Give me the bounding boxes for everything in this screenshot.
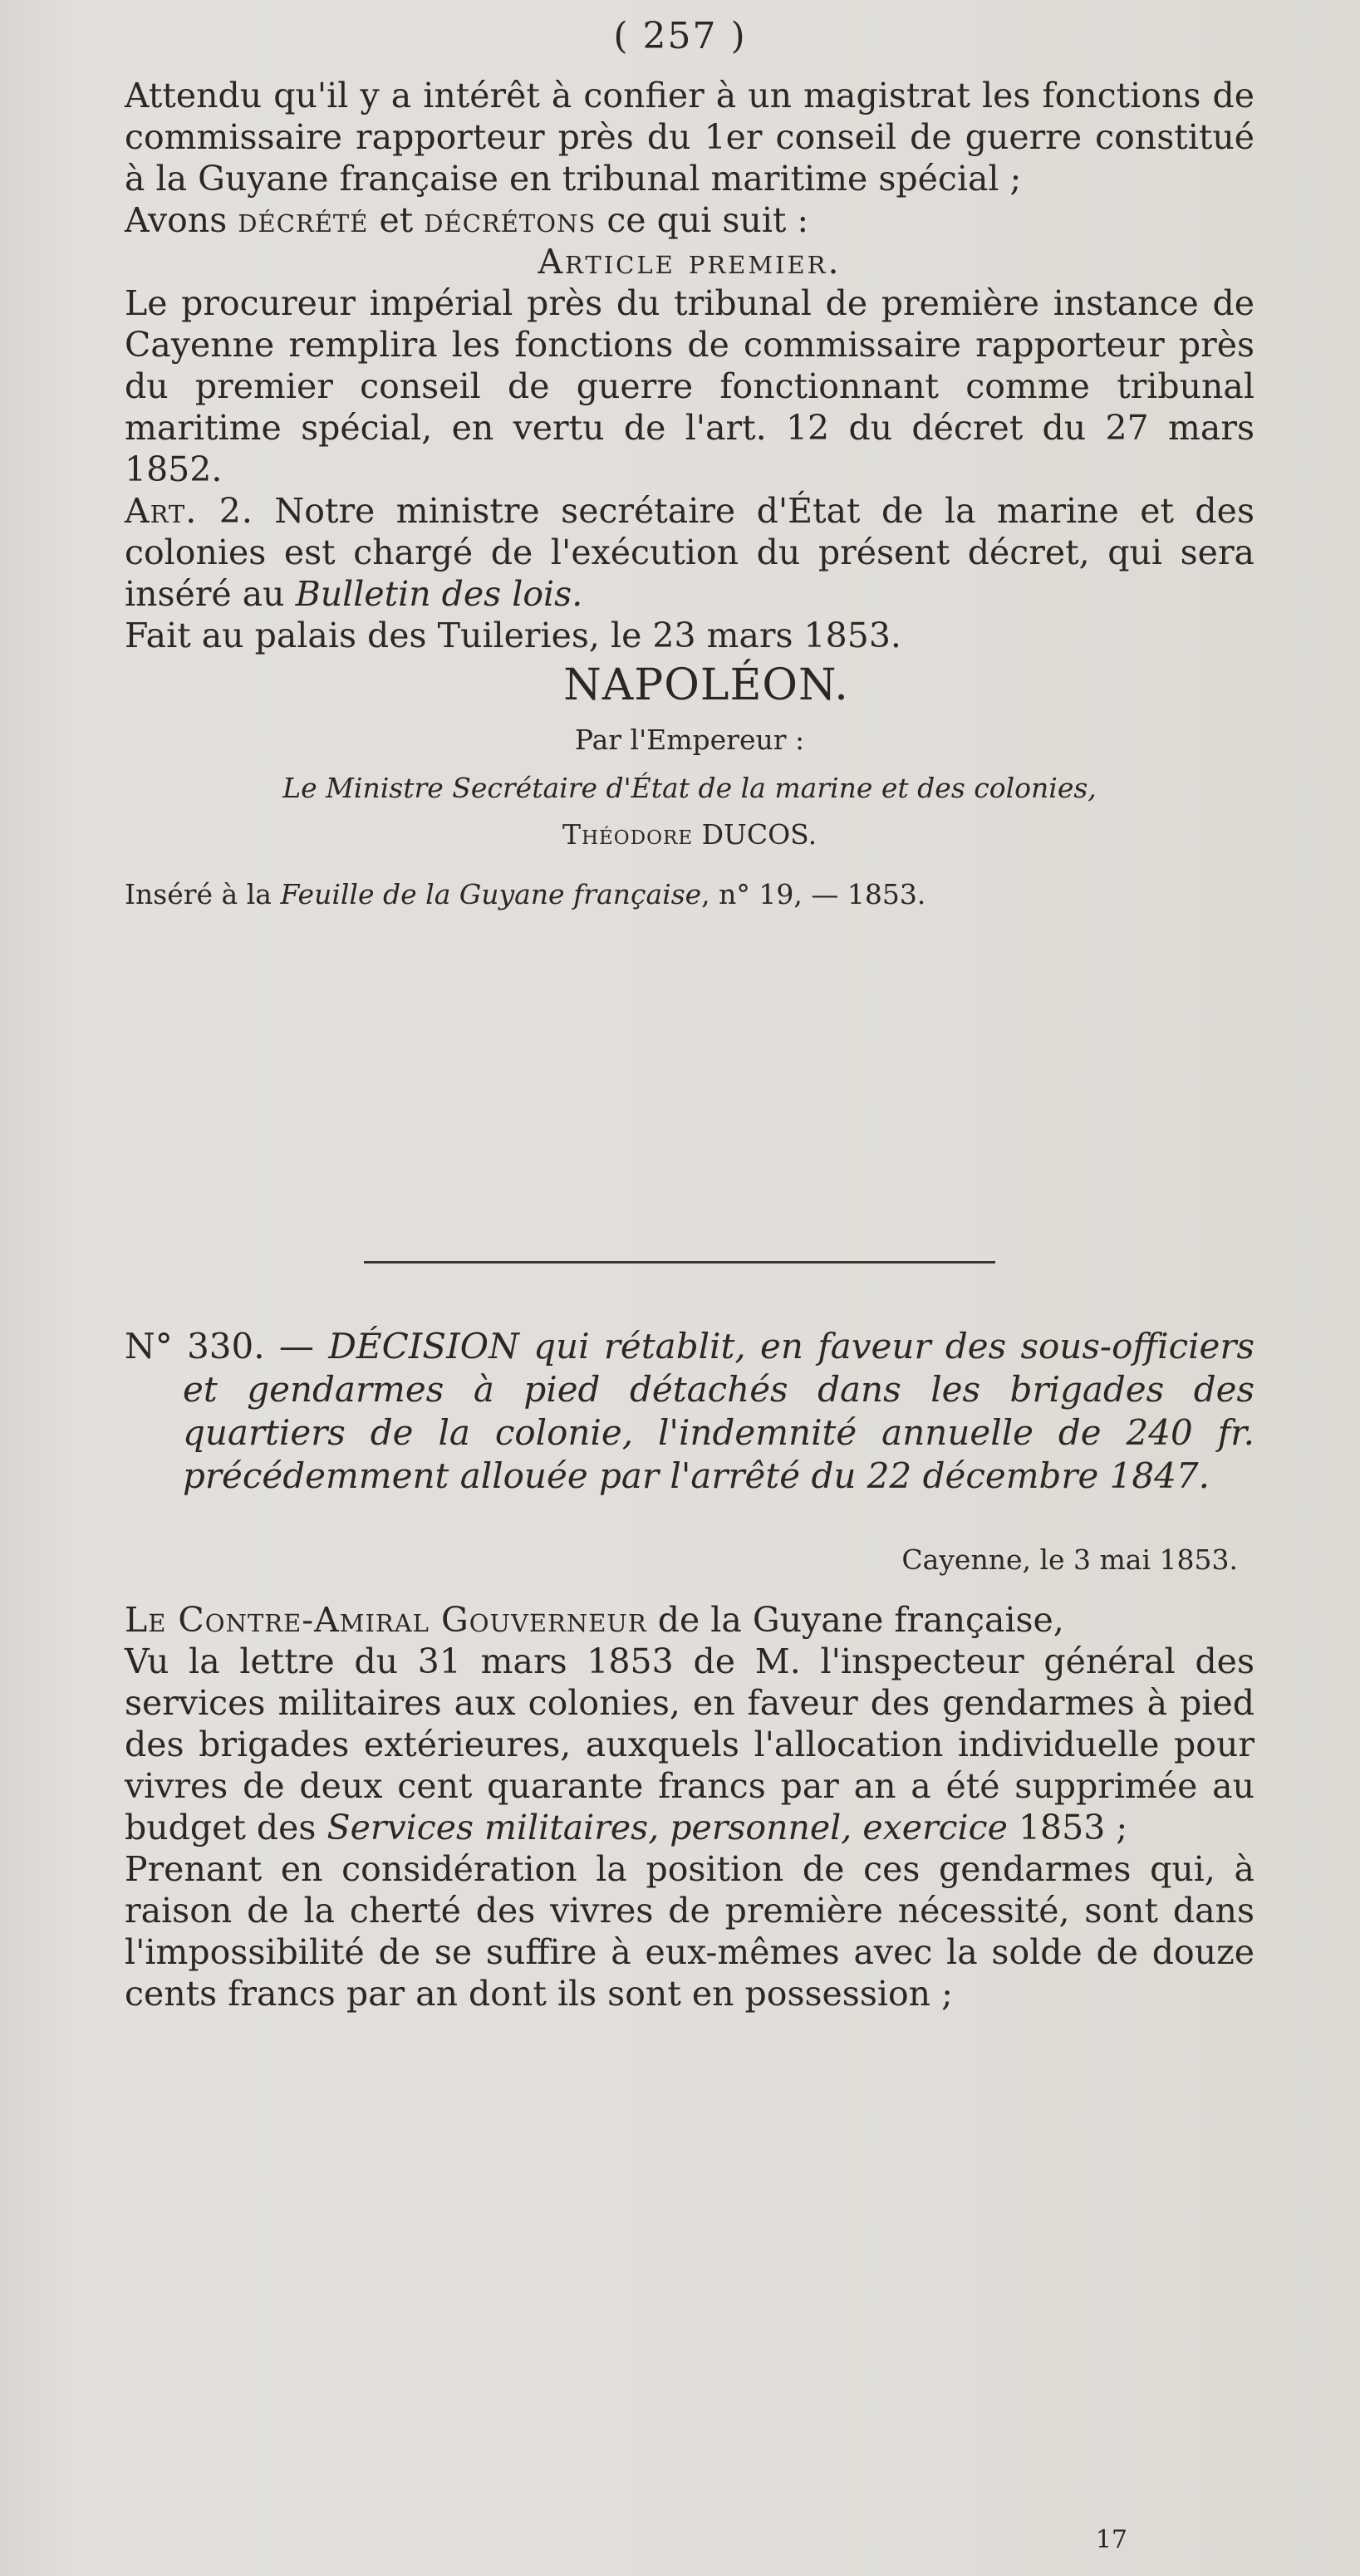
decree-paragraph-3: Le procureur impérial près du tribunal de première instance de Cayenne remplira les fonctions de commissaire rapporteur près du premier conseil de guerre fonctionnant comme tribunal maritime spécial, en vertu de l'art. 12 du décret du 27 mars 1852. <box>125 283 1254 489</box>
signature-napoleon: NAPOLÉON. <box>563 660 849 710</box>
decision-section <box>125 1325 1254 2014</box>
par-empereur: Par l'Empereur : <box>574 724 805 756</box>
minister-name: Théodore DUCOS. <box>562 818 817 851</box>
decision-heading: N° 330. — DÉCISION qui rétablit, en faveur des sous-officiers et gendarmes à pied détachés dans les brigades des quartiers de la colonie, l'indemnité annuelle de 240 fr. précédemment allouée par l'arrêté du 22 décembre 1847. <box>125 1326 1255 1496</box>
insertion-note: Inséré à la Feuille de la Guyane française, n° 19, — 1853. <box>125 878 926 910</box>
section-divider <box>364 1261 995 1263</box>
governor-line: Le Contre-Amiral Gouverneur de la Guyane française, <box>125 1600 1064 1640</box>
decree-paragraph-1: Attendu qu'il y a intérêt à confier à un magistrat les fonctions de commissaire rapporteur près du 1er conseil de guerre constitué à la Guyane française en tribunal maritime spécial ; <box>125 76 1254 199</box>
article-heading: Article premier. <box>538 242 842 282</box>
signature-mark: 17 <box>1095 2525 1127 2554</box>
decree-paragraph-4: Art. 2. Notre ministre secrétaire d'État de la marine et des colonies est chargé de l'exécution du présent décret, qui sera inséré au Bulletin des lois. <box>125 491 1254 614</box>
decree-paragraph-5: Fait au palais des Tuileries, le 23 mars 1853. <box>125 616 901 655</box>
page-number: ( 257 ) <box>613 15 747 57</box>
decision-paragraph-2: Prenant en considération la position de ces gendarmes qui, à raison de la cherté des vivres de première nécessité, sont dans l'impossibilité de se suffire à eux-mêmes avec la solde de douze cents francs par an dont ils sont en possession ; <box>125 1849 1254 2014</box>
decision-paragraph-1: Vu la lettre du 31 mars 1853 de M. l'inspecteur général des services militaires aux colonies, en faveur des gendarmes à pied des brigades extérieures, auxquels l'allocation individuelle pour vivres de deux cent quarante francs par an a été supprimée au budget des Services militaires, personnel, exercice 1853 ; <box>125 1641 1254 1847</box>
decree-section <box>125 75 1254 915</box>
decree-enactment: Avons décrété et décrétons ce qui suit : <box>125 200 809 240</box>
place-date: Cayenne, le 3 mai 1853. <box>901 1543 1238 1576</box>
minister-title: Le Ministre Secrétaire d'État de la marine et des colonies, <box>282 772 1097 804</box>
